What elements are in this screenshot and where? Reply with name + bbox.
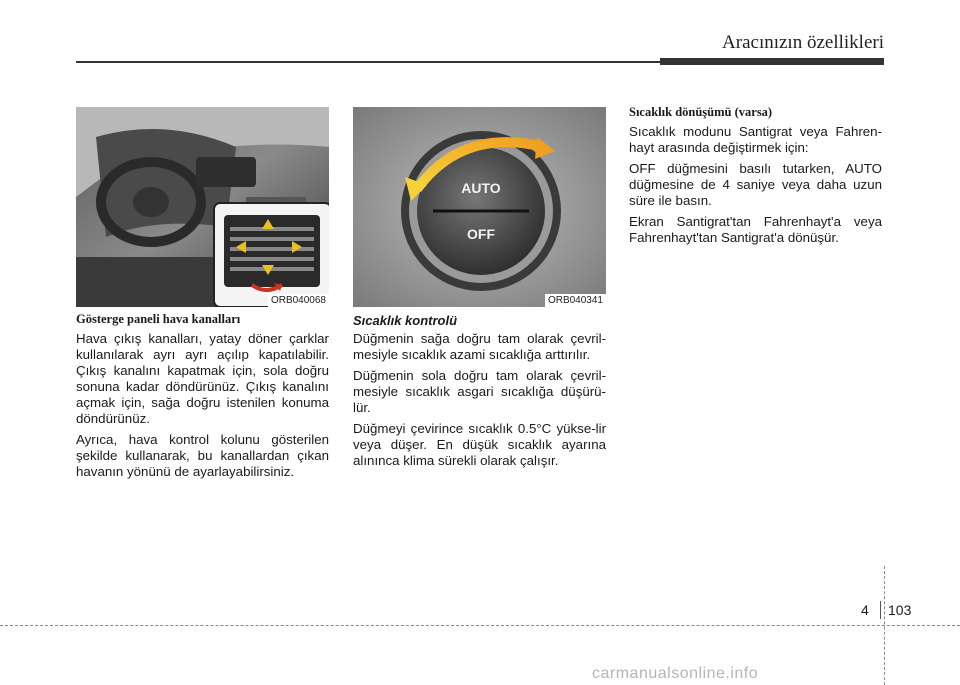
dashboard-photo: [76, 107, 329, 307]
column-temperature-conversion: [629, 107, 882, 251]
section-heading: Sıcaklık dönüşümü (varsa): [629, 105, 773, 119]
chapter-number: 4: [861, 602, 869, 618]
paragraph: Ekran Santigrat'tan Fahrenhayt'a veya Fahrenhayt'tan Santigrat'a dönüşür.: [629, 214, 882, 245]
knob-auto-label: AUTO: [461, 180, 501, 196]
paragraph: Düğmenin sağa doğru tam olarak çevril-mesiyle sıcaklık azami sıcaklığa arttırılır.: [353, 331, 606, 362]
dashboard-vents-figure: [76, 107, 329, 307]
footer-vertical-rule: [884, 566, 885, 685]
page-header-title: Aracınızın özellikleri: [722, 32, 884, 53]
figure-code: ORB040068: [268, 294, 329, 307]
paragraph: Sıcaklık modunu Santigrat veya Fahren-hayt arasında değiştirmek için:: [629, 124, 882, 155]
figure-code: ORB040341: [545, 294, 606, 307]
footer-separator: [880, 601, 881, 619]
paragraph: Düğmenin sola doğru tam olarak çevril-mesiyle sıcaklık asgari sıcaklığa düşürü-lür.: [353, 368, 606, 415]
page-number: 103: [888, 602, 912, 618]
knob-off-label: OFF: [467, 226, 495, 242]
paragraph: OFF düğmesini basılı tutarken, AUTO düğmesine de 4 saniye veya daha uzun süre ile basın.: [629, 161, 882, 208]
header-bar: [660, 58, 884, 65]
column-temperature-control: [353, 107, 606, 474]
footer-rule: [0, 625, 960, 626]
temperature-knob-figure: [353, 107, 606, 307]
section-heading: Sıcaklık kontrolü: [353, 313, 458, 328]
column-air-vents: [76, 107, 329, 485]
section-heading: Gösterge paneli hava kanalları: [76, 312, 241, 326]
watermark: carmanualsonline.info: [592, 665, 759, 682]
paragraph: Ayrıca, hava kontrol kolunu gösterilen şekilde kullanarak, bu kanallardan çıkan havanın yönünü de ayarlayabilirsiniz.: [76, 432, 329, 479]
paragraph: Hava çıkış kanalları, yatay döner çarklar kullanılarak ayrı ayrı açılıp kapatılabilir. Çıkış kanalını kapatmak için, sola doğru sonuna kadar döndürünüz. Çıkış kanalını açmak için, sağa doğru istenilen konuma döndürünüz.: [76, 331, 329, 426]
paragraph: Düğmeyi çevirince sıcaklık 0.5°C yükse-lir veya düşer. En düşük sıcaklık ayarına alınınca klima sürekli olarak çalışır.: [353, 421, 606, 468]
knob-photo: [353, 107, 606, 307]
